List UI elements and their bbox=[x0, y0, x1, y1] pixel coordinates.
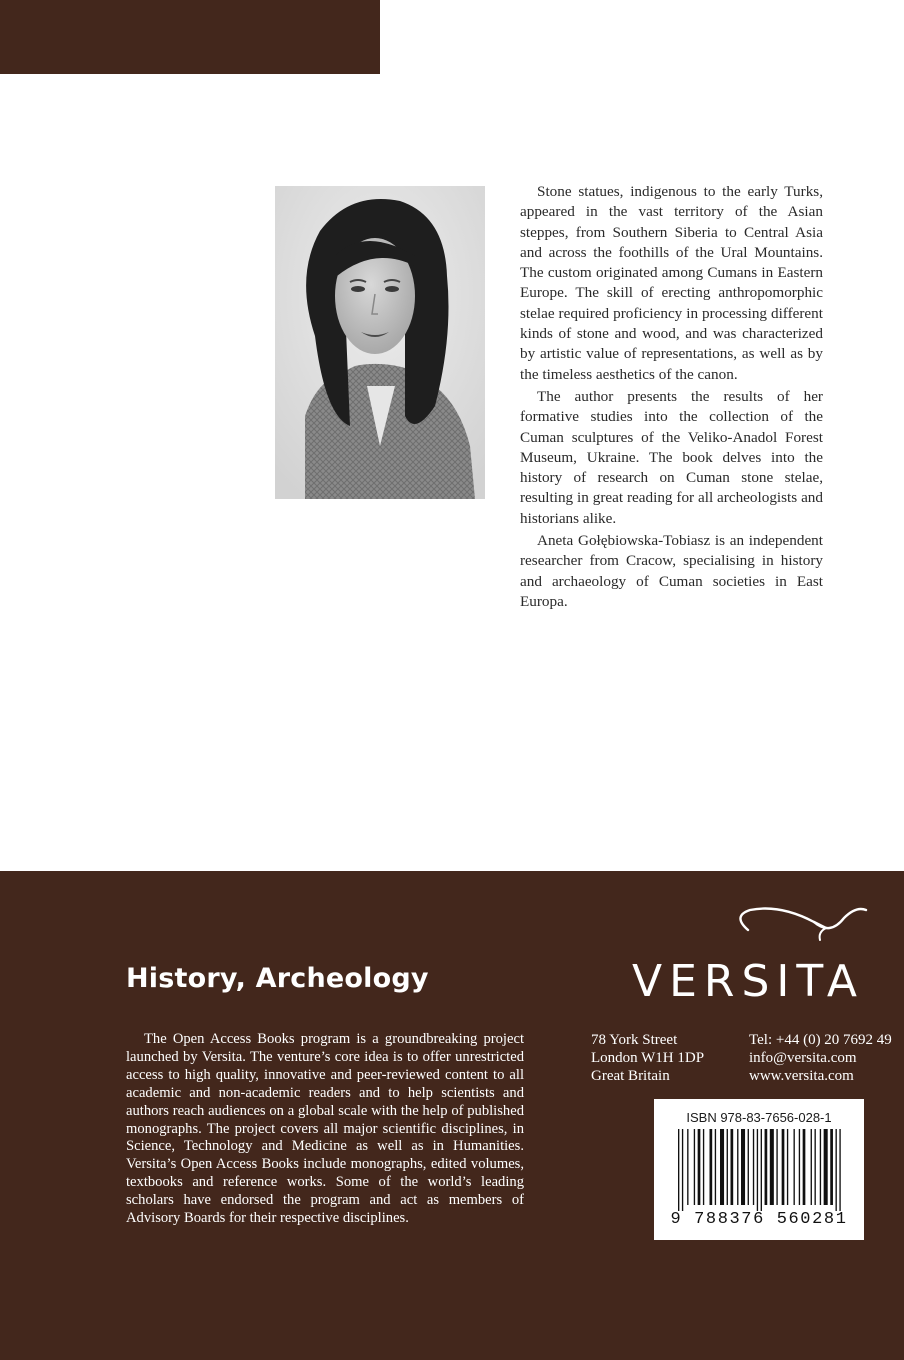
barcode-bar bbox=[761, 1129, 762, 1211]
barcode-bar bbox=[836, 1129, 837, 1211]
barcode-bar bbox=[830, 1129, 833, 1205]
barcode-bar bbox=[727, 1129, 728, 1205]
barcode-bar bbox=[753, 1129, 754, 1205]
barcode-bar bbox=[811, 1129, 812, 1205]
barcode-bar bbox=[737, 1129, 738, 1205]
program-description: The Open Access Books program is a groundbreaking project launched by Versita. The venture’s core idea is to offer unrestricted access to high quality, innovative and peer-reviewed content to all academic and non-academic readers and to help scientists and authors reach audiences on a global scale with the help of published monographs. The project covers all major scientific disciplines, in Science, Technology and Medicine as well as in Humanities. Versita’s Open Access Books include monographs, edited volumes, textbooks and reference works. Some of the world’s leading scholars have endorsed the program and act as members of Advisory Boards for their respective disciplines. bbox=[126, 1031, 524, 1227]
barcode-bar bbox=[820, 1129, 821, 1205]
address-line-1: 78 York Street bbox=[591, 1032, 678, 1048]
barcode-bar bbox=[782, 1129, 785, 1205]
barcode-bar bbox=[703, 1129, 704, 1205]
isbn-number: ISBN 978-83-7656-028-1 bbox=[686, 1110, 832, 1125]
publisher-address bbox=[591, 1031, 704, 1086]
barcode-bar bbox=[715, 1129, 716, 1205]
barcode-bar bbox=[815, 1129, 816, 1205]
subject-category: History, Archeology bbox=[126, 963, 429, 994]
barcode-bar bbox=[799, 1129, 800, 1205]
barcode-bar bbox=[682, 1129, 683, 1211]
barcode-bar bbox=[794, 1129, 795, 1205]
book-description bbox=[520, 182, 823, 614]
barcode-bar bbox=[757, 1129, 758, 1211]
barcode-bar bbox=[787, 1129, 788, 1205]
address-line-2: London W1H 1DP bbox=[591, 1050, 705, 1067]
contact-email: info@versita.com bbox=[749, 1050, 857, 1067]
barcode-bar bbox=[694, 1129, 695, 1205]
ean-digits: 9 788376 560281 bbox=[670, 1210, 848, 1229]
barcode-bar bbox=[776, 1129, 777, 1205]
contact-phone: Tel: +44 (0) 20 7692 49 bbox=[749, 1032, 892, 1048]
author-bio: Aneta Gołębiowska-Tobiasz is an independent researcher from Cracow, specialising in history and archaeology of Cuman societies in East Europa. bbox=[520, 532, 823, 610]
publisher-contact bbox=[749, 1031, 892, 1086]
description-paragraph-1: Stone statues, indigenous to the early Turks, appeared in the vast territory of the Asian steppes, from Southern Siberia to Central Asia and across the foothills of the Ural Mountains. The custom originated among Cumans in Eastern Europe. The skill of erecting anthropomorphic stelae required proficiency in processing different kinds of stone and wood, and was characterized by artistic value of representations, as well as by the timeless aesthetics of the canon. bbox=[520, 183, 823, 383]
barcode-bar bbox=[839, 1129, 840, 1211]
barcode-bar bbox=[748, 1129, 749, 1205]
barcode-bar bbox=[710, 1129, 713, 1205]
isbn-barcode-box bbox=[654, 1099, 864, 1240]
barcode-bar bbox=[765, 1129, 768, 1205]
contact-website: www.versita.com bbox=[749, 1068, 854, 1085]
barcode-bar bbox=[731, 1129, 734, 1205]
description-paragraph-2: The author presents the results of her formative studies into the collection of the Cuman sculptures of the Veliko-Anadol Forest Museum, Ukraine. The book delves into the history of research on Cuman stone stelae, resulting in great reading for all archeologists and historians alike. bbox=[520, 387, 823, 527]
versita-logo-text: VERSITA bbox=[632, 956, 864, 1007]
barcode-icon bbox=[674, 1129, 844, 1211]
barcode-bar bbox=[741, 1129, 745, 1205]
author-photo bbox=[275, 186, 485, 499]
address-line-3: Great Britain bbox=[591, 1068, 670, 1085]
barcode-bar bbox=[678, 1129, 679, 1211]
top-color-bar bbox=[0, 0, 380, 74]
barcode-bar bbox=[687, 1129, 688, 1205]
barcode-bar bbox=[698, 1129, 701, 1205]
barcode-bar bbox=[770, 1129, 774, 1205]
barcode-bar bbox=[720, 1129, 724, 1205]
barcode-bar bbox=[803, 1129, 806, 1205]
barcode-bar bbox=[824, 1129, 828, 1205]
